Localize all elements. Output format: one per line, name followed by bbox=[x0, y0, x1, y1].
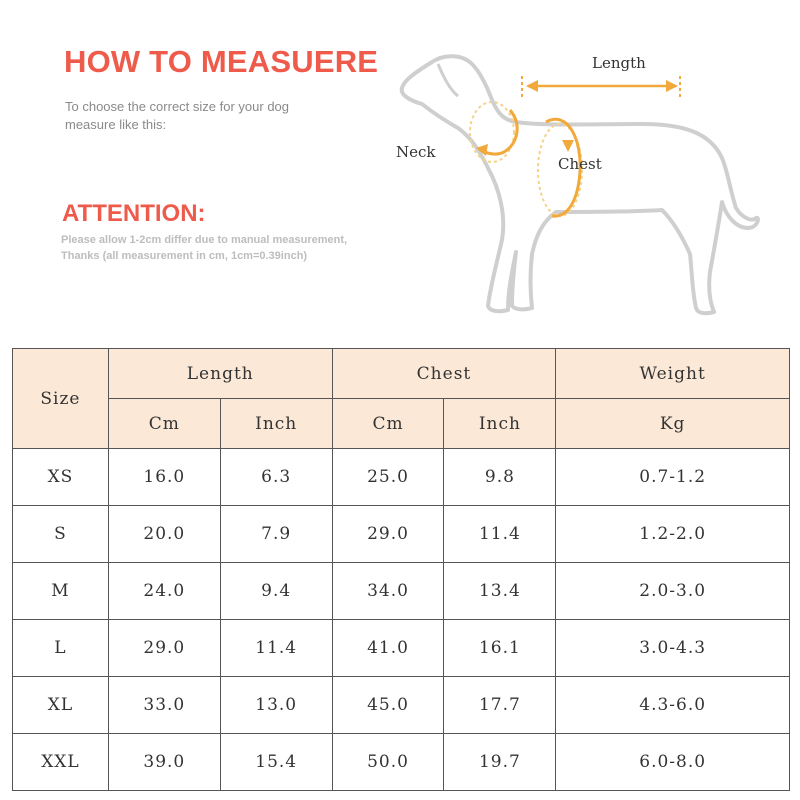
unit-header: Cm bbox=[108, 399, 220, 449]
table-cell: 25.0 bbox=[332, 449, 444, 506]
chest-column-header: Chest bbox=[332, 349, 556, 399]
size-chart-table bbox=[12, 348, 790, 791]
table-cell: 16.1 bbox=[444, 620, 556, 677]
table-cell: 29.0 bbox=[332, 506, 444, 563]
dog-measurement-illustration bbox=[392, 40, 772, 335]
table-cell: 50.0 bbox=[332, 734, 444, 791]
table-row bbox=[13, 734, 790, 791]
table-cell: 3.0-4.3 bbox=[556, 620, 790, 677]
table-cell: 33.0 bbox=[108, 677, 220, 734]
unit-header: Kg bbox=[556, 399, 790, 449]
table-cell: 6.3 bbox=[220, 449, 332, 506]
table-cell: 7.9 bbox=[220, 506, 332, 563]
intro-line: measure like this: bbox=[65, 117, 167, 132]
unit-header: Inch bbox=[444, 399, 556, 449]
table-cell: 9.8 bbox=[444, 449, 556, 506]
table-cell: 20.0 bbox=[108, 506, 220, 563]
table-row bbox=[13, 677, 790, 734]
table-cell: 4.3-6.0 bbox=[556, 677, 790, 734]
note-line: Thanks (all measurement in cm, 1cm=0.39inch) bbox=[61, 250, 308, 262]
table-row bbox=[13, 506, 790, 563]
intro-line: To choose the correct size for your dog bbox=[65, 99, 290, 114]
length-arrow-head bbox=[526, 80, 538, 92]
table-row bbox=[13, 620, 790, 677]
table-cell: 11.4 bbox=[220, 620, 332, 677]
table-cell: 45.0 bbox=[332, 677, 444, 734]
table-cell: 17.7 bbox=[444, 677, 556, 734]
unit-header: Inch bbox=[220, 399, 332, 449]
size-cell: M bbox=[13, 563, 109, 620]
size-cell: L bbox=[13, 620, 109, 677]
attention-note bbox=[61, 232, 421, 264]
weight-column-header: Weight bbox=[556, 349, 790, 399]
size-cell: XXL bbox=[13, 734, 109, 791]
length-column-header: Length bbox=[108, 349, 332, 399]
table-cell: 0.7-1.2 bbox=[556, 449, 790, 506]
table-row bbox=[13, 449, 790, 506]
table-header-row bbox=[13, 349, 790, 399]
table-cell: 11.4 bbox=[444, 506, 556, 563]
table-cell: 2.0-3.0 bbox=[556, 563, 790, 620]
table-cell: 41.0 bbox=[332, 620, 444, 677]
attention-heading: ATTENTION: bbox=[62, 200, 206, 227]
unit-header: Cm bbox=[332, 399, 444, 449]
table-cell: 24.0 bbox=[108, 563, 220, 620]
table-cell: 29.0 bbox=[108, 620, 220, 677]
table-cell: 15.4 bbox=[220, 734, 332, 791]
size-cell: XS bbox=[13, 449, 109, 506]
size-column-header: Size bbox=[13, 349, 109, 449]
size-cell: XL bbox=[13, 677, 109, 734]
table-cell: 6.0-8.0 bbox=[556, 734, 790, 791]
table-row bbox=[13, 563, 790, 620]
table-unit-row bbox=[13, 399, 790, 449]
neck-label: Neck bbox=[396, 143, 436, 161]
length-label: Length bbox=[592, 54, 646, 72]
table-cell: 19.7 bbox=[444, 734, 556, 791]
note-line: Please allow 1-2cm differ due to manual measurement, bbox=[61, 234, 348, 246]
page-title: HOW TO MEASUERE bbox=[64, 44, 379, 79]
table-cell: 9.4 bbox=[220, 563, 332, 620]
size-cell: S bbox=[13, 506, 109, 563]
length-arrow-head bbox=[666, 80, 678, 92]
table-cell: 16.0 bbox=[108, 449, 220, 506]
table-cell: 34.0 bbox=[332, 563, 444, 620]
table-cell: 1.2-2.0 bbox=[556, 506, 790, 563]
chest-label: Chest bbox=[558, 155, 602, 173]
intro-text bbox=[65, 98, 365, 134]
table-cell: 39.0 bbox=[108, 734, 220, 791]
table-cell: 13.0 bbox=[220, 677, 332, 734]
table-cell: 13.4 bbox=[444, 563, 556, 620]
